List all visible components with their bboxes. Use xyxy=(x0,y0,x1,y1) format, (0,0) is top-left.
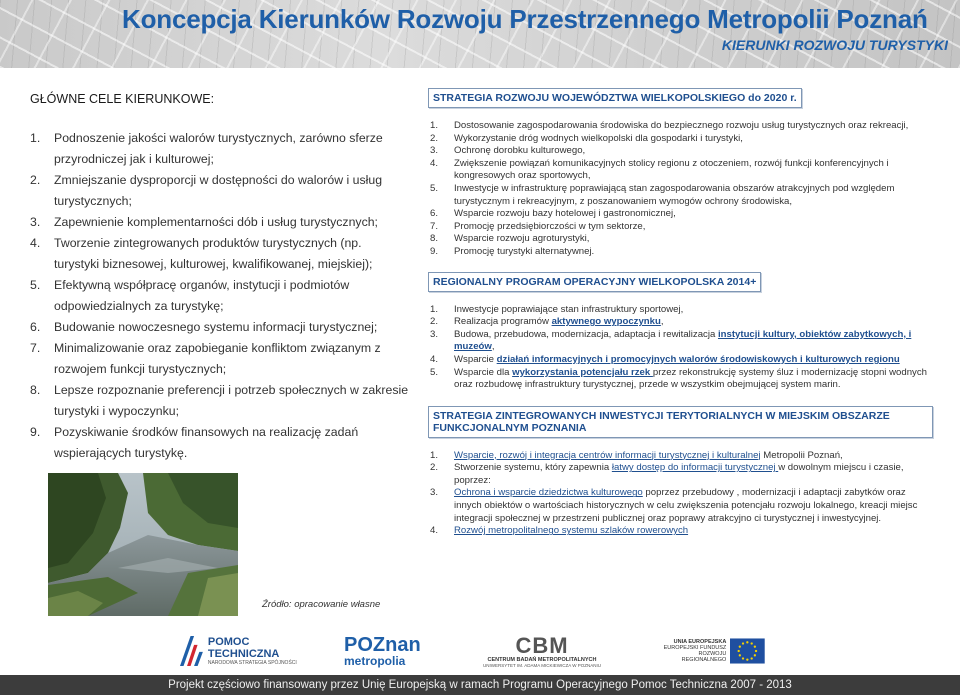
list-item xyxy=(428,145,933,158)
header-banner xyxy=(0,0,960,68)
strategies-column xyxy=(428,88,933,538)
cbm-logo-text: CBM xyxy=(515,632,569,658)
footer-funding-note: Projekt częściowo finansowany przez Unię Europejską w ramach Programu Operacyjnego Pomoc Techniczna 2007 - 2013 xyxy=(0,675,960,695)
item-number: 7. xyxy=(30,341,41,355)
pt-logo-text: POMOC TECHNICZNA xyxy=(207,636,280,660)
eu-logo xyxy=(655,628,765,674)
metropolia-logo-text: metropolia xyxy=(344,653,406,668)
list-item xyxy=(30,380,410,422)
item-text: Tworzenie zintegrowanych produktów turystycznych (np. turystyki biznesowej, kulturowej, kwalifikowanej, miejskiej); xyxy=(54,236,373,271)
poznan-logo-text: POZnan xyxy=(344,633,421,656)
item-text: Budowa, przebudowa, modernizacja, adaptacja i rewitalizacja xyxy=(454,328,718,340)
item-number: 6. xyxy=(30,320,41,334)
zit-list xyxy=(428,450,933,538)
item-number: 1. xyxy=(430,120,439,131)
item-text: , xyxy=(660,316,664,328)
cbm-logo-subtext: CENTRUM BADAŃ METROPOLITALNYCH xyxy=(487,656,597,663)
item-text: Zwiększenie powiązań komunikacyjnych stolicy regionu z otoczeniem, rozwój funkcji konferencyjnych i kongresowych oraz sportowych, xyxy=(454,157,889,182)
eu-flag-icon xyxy=(730,638,765,664)
item-text: przez rekonstrukcję systemy śluz i modernizację stopni wodnych oraz rozbudowę infrastruktury turystycznej, przede w wszystkim obejmującej system marin. xyxy=(454,366,927,391)
item-number: 2. xyxy=(430,316,439,328)
item-text: Realizacja programów xyxy=(454,316,552,328)
item-highlight: działań informacyjnych i promocyjnych walorów środowiskowych i kulturowych regionu xyxy=(496,353,900,365)
list-item xyxy=(428,525,933,538)
item-text: Lepsze rozpoznanie preferencji i potrzeb społecznych w zakresie turystyki i wypoczynku; xyxy=(54,383,409,418)
item-number: 1. xyxy=(30,131,41,145)
section-heading-rpo: REGIONALNY PROGRAM OPERACYJNY WIELKOPOLSKA 2014+ xyxy=(428,272,761,292)
item-text: Wsparcie xyxy=(454,353,497,365)
item-number: 6. xyxy=(430,208,439,220)
list-item xyxy=(428,158,933,183)
list-item xyxy=(428,367,933,392)
list-item xyxy=(428,462,933,487)
item-text: poprzez przebudowy , modernizacji i adaptacji zabytków oraz innych obiektów o wartościach historycznych w celu zwiększenia potencjału rozwoju lokalnego, kreacji miejsc integracji społecznej w przestrzeni publicznej oraz poprawy atrakcyjno ci turystycznej i inwestycyjnej. xyxy=(454,487,918,524)
list-item xyxy=(428,316,933,329)
item-number: 1. xyxy=(430,449,439,461)
item-highlight: Rozwój metropolitalnego systemu szlaków rowerowych xyxy=(454,525,689,537)
item-number: 3. xyxy=(30,215,41,229)
item-number: 9. xyxy=(430,245,439,257)
item-number: 9. xyxy=(30,425,41,439)
item-text: Zmniejszanie dysproporcji w dostępności do walorów i usług turystycznych; xyxy=(54,173,383,208)
list-item xyxy=(428,487,933,525)
item-number: 7. xyxy=(430,220,439,232)
list-item xyxy=(30,233,410,275)
item-text: Inwestycje w infrastrukturę poprawiającą stan zagospodarowania obszarów atrakcyjnych pod względem turystycznym i rekreacyjnym, z poszanowaniem wymogów ochrony środowiska, xyxy=(454,182,895,207)
pomoc-techniczna-logo xyxy=(180,628,310,674)
goals-list xyxy=(30,128,410,464)
item-text: Ochronę dorobku kulturowego, xyxy=(454,145,586,157)
item-text: Promocję przedsiębiorczości w tym sektorze, xyxy=(454,220,646,232)
section-heading-zit: STRATEGIA ZINTEGROWANYCH INWESTYCJI TERYTORIALNYCH W MIEJSKIM OBSZARZE FUNKCJONALNYM POZNANIA xyxy=(428,406,933,438)
goals-heading: GŁÓWNE CELE KIERUNKOWE: xyxy=(30,92,215,106)
item-number: 5. xyxy=(430,182,439,194)
list-item xyxy=(30,338,410,380)
item-text: Pozyskiwanie środków finansowych na realizację zadań wspierających turystykę. xyxy=(54,425,359,460)
item-number: 4. xyxy=(430,157,439,169)
river-photo xyxy=(48,473,238,616)
item-text: Minimalizowanie oraz zapobieganie konfliktom związanym z rozwojem funkcji turystycznych; xyxy=(54,341,381,376)
item-text: , xyxy=(491,341,495,353)
item-text: Podnoszenie jakości walorów turystycznych, zarówno sferze przyrodniczej jak i kulturowej; xyxy=(54,131,383,166)
goals-section xyxy=(30,92,410,464)
list-item xyxy=(30,212,410,233)
list-item xyxy=(428,233,933,246)
list-item xyxy=(30,128,410,170)
list-item xyxy=(428,450,933,463)
item-text: Wykorzystanie dróg wodnych wielkopolski dla gospodarki i turystyki, xyxy=(454,132,743,144)
cbm-logo xyxy=(472,628,612,674)
item-number: 2. xyxy=(30,173,41,187)
item-number: 3. xyxy=(430,145,439,157)
item-text: Wsparcie rozwoju bazy hotelowej i gastronomicznej, xyxy=(454,208,676,220)
list-item xyxy=(428,208,933,221)
item-highlight: Ochrona i wsparcie dziedzictwa kulturowego xyxy=(454,487,643,499)
item-text: Dostosowanie zagospodarowania środowiska do bezpiecznego rozwoju usług turystycznych oraz rekreacji, xyxy=(454,120,909,131)
list-item xyxy=(428,183,933,208)
cbm-logo-university: UNIWERSYTET IM. ADAMA MICKIEWICZA W POZNANIU xyxy=(483,662,601,668)
list-item xyxy=(30,275,410,317)
item-number: 4. xyxy=(30,236,41,250)
list-item xyxy=(428,329,933,354)
rpo-list xyxy=(428,304,933,392)
item-number: 5. xyxy=(430,366,439,378)
item-number: 4. xyxy=(430,353,439,365)
pt-emblem-icon xyxy=(180,634,203,668)
item-number: 8. xyxy=(430,233,439,245)
item-number: 3. xyxy=(430,328,439,340)
item-text: Promocję turystyki alternatywnej. xyxy=(454,245,595,257)
partner-logos xyxy=(0,628,960,674)
list-item xyxy=(428,133,933,146)
item-highlight: Wsparcie, rozwój i integracja centrów informacji turystycznej i kulturalnej xyxy=(454,449,761,461)
list-item xyxy=(428,221,933,234)
item-text: Stworzenie systemu, który zapewnia xyxy=(454,462,612,474)
list-item xyxy=(30,317,410,338)
item-number: 3. xyxy=(430,487,439,499)
list-item xyxy=(30,170,410,212)
item-text: Inwestycje poprawiające stan infrastruktury sportowej, xyxy=(454,303,684,315)
eu-logo-line2: EUROPEJSKI FUNDUSZ xyxy=(663,645,727,651)
item-number: 4. xyxy=(430,525,439,537)
source-caption: Źródło: opracowanie własne xyxy=(262,599,381,610)
item-text: w dowolnym miejscu i czasie, poprzez: xyxy=(454,462,904,486)
item-text: Wsparcie rozwoju agroturystyki, xyxy=(454,233,590,245)
item-number: 5. xyxy=(30,278,41,292)
poznan-metropolia-logo xyxy=(344,628,444,674)
item-text: Zapewnienie komplementarności dób i usług turystycznych; xyxy=(54,215,378,229)
list-item xyxy=(428,246,933,259)
item-number: 2. xyxy=(430,462,439,474)
item-highlight: instytucji kultury, obiektów zabytkowych, i muzeów xyxy=(454,328,912,353)
list-item xyxy=(428,304,933,317)
item-number: 1. xyxy=(430,303,439,315)
item-highlight: wykorzystania potencjału rzek xyxy=(512,366,653,378)
item-text: Metropolii Poznań, xyxy=(760,449,843,461)
list-item xyxy=(428,120,933,133)
item-number: 8. xyxy=(30,383,41,397)
eu-logo-line3: ROZWOJU REGIONALNEGO xyxy=(681,651,727,663)
page-title: Koncepcja Kierunków Rozwoju Przestrzennego Metropolii Poznań xyxy=(122,4,928,34)
item-text: Budowanie nowoczesnego systemu informacji turystycznej; xyxy=(54,320,378,334)
item-number: 2. xyxy=(430,132,439,144)
pt-logo-subtext: NARODOWA STRATEGIA SPÓJNOŚCI xyxy=(207,660,297,666)
eu-logo-line1: UNIA EUROPEJSKA xyxy=(673,639,727,645)
item-highlight: łatwy dostęp do informacji turystycznej xyxy=(611,462,779,474)
item-text: Efektywną współpracę organów, instytucji i podmiotów odpowiedzialnych za turystykę; xyxy=(54,278,350,313)
strategy-list xyxy=(428,120,933,259)
item-text: Wsparcie dla xyxy=(454,366,513,378)
section-heading-strategy: STRATEGIA ROZWOJU WOJEWÓDZTWA WIELKOPOLSKIEGO do 2020 r. xyxy=(428,88,802,108)
page-subtitle: KIERUNKI ROZWOJU TURYSTYKI xyxy=(721,37,948,53)
list-item xyxy=(428,354,933,367)
item-highlight: aktywnego wypoczynku xyxy=(551,316,661,328)
list-item xyxy=(30,422,410,464)
